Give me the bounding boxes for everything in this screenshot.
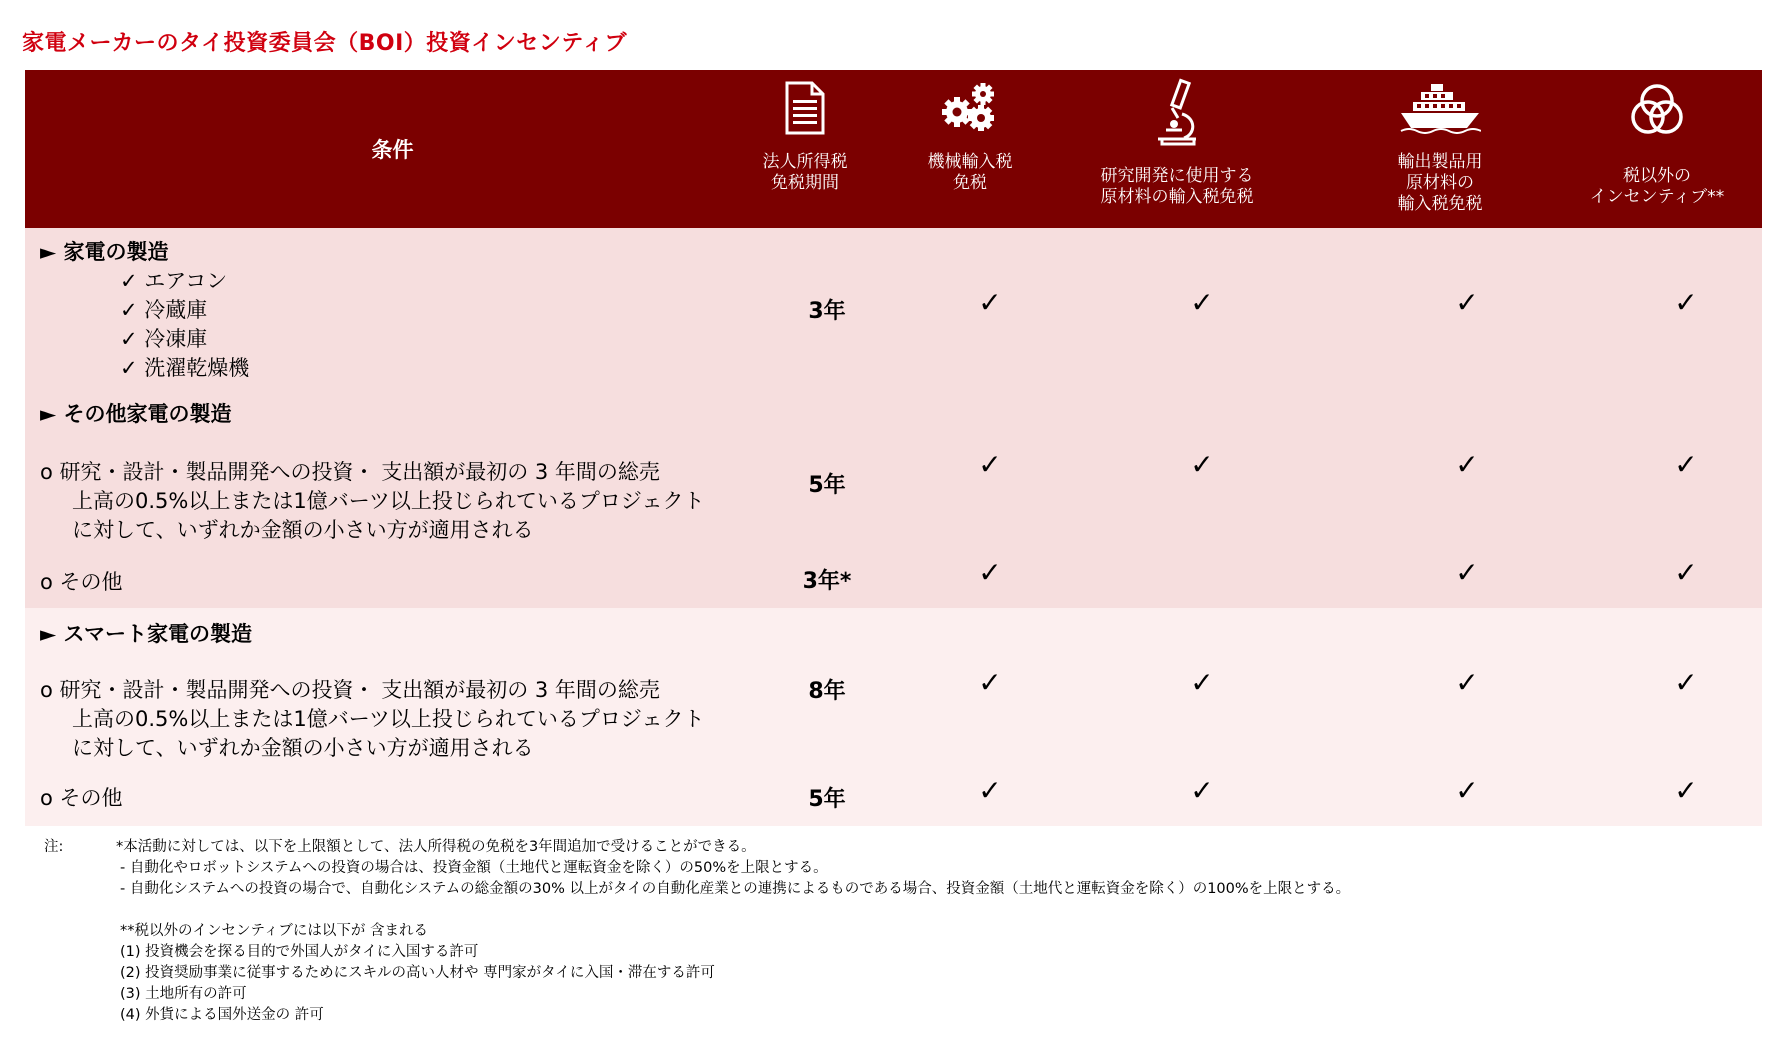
note-line: (3) 土地所有の許可: [120, 986, 247, 1002]
row-rnd-line1: o 研究・設計・製品開発への投資・ 支出額が最初の 3 年間の総売: [40, 678, 660, 702]
header-col-non-tax-incentives: [1582, 70, 1732, 228]
check-mark: ✓: [1674, 286, 1698, 319]
check-mark: ✓: [1674, 774, 1698, 807]
row-rnd-line1: o 研究・設計・製品開発への投資・ 支出額が最初の 3 年間の総売: [40, 460, 660, 484]
list-item: ✓ 冷凍庫: [120, 327, 208, 351]
row-other: o その他: [40, 570, 123, 594]
section2-heading: ► スマート家電の製造: [40, 622, 253, 646]
row-rnd-line2: 上高の0.5%以上または1億バーツ以上投じられているプロジェクト: [72, 489, 705, 513]
note-line: (4) 外貨による国外送金の 許可: [120, 1007, 324, 1023]
page-title: 家電メーカーのタイ投資委員会（BOI）投資インセンティブ: [22, 31, 628, 56]
microscope-icon: [1152, 78, 1202, 146]
check-mark: ✓: [1190, 666, 1214, 699]
header-condition: 条件: [371, 138, 414, 162]
header-col-export-materials-tax: [1375, 70, 1505, 228]
venn-circles-icon: [1629, 82, 1685, 138]
notes-label: 注:: [44, 839, 64, 855]
check-mark: ✓: [978, 666, 1002, 699]
section1-heading: ► 家電の製造: [40, 240, 169, 264]
header-col-machinery-tax: [910, 70, 1030, 228]
note-line: - 自動化システムへの投資の場合で、自動化システムの総金額の30% 以上がタイの自動化産業との連携によるものである場合、投資金額（土地代と運転資金を除く）の100%を上限とする。: [120, 881, 1351, 897]
check-mark: ✓: [1455, 286, 1479, 319]
row-other: o その他: [40, 786, 123, 810]
check-mark: ✓: [1190, 286, 1214, 319]
corporate-tax-years: 3年: [808, 299, 846, 324]
corporate-tax-years: 3年*: [802, 569, 852, 594]
corporate-tax-years: 8年: [808, 679, 846, 704]
check-mark: ✓: [1674, 666, 1698, 699]
table-header: [25, 70, 1762, 228]
check-mark: ✓: [978, 286, 1002, 319]
section1-subheading: ► その他家電の製造: [40, 402, 232, 426]
header-col-corporate-tax: [750, 70, 860, 228]
ship-icon: [1399, 82, 1481, 134]
check-mark: ✓: [1455, 666, 1479, 699]
header-col1-label: 法人所得税 免税期間: [762, 152, 848, 193]
header-col5-label: 税以外の インセンティブ**: [1589, 166, 1725, 207]
check-mark: ✓: [1455, 556, 1479, 589]
section-appliances: [25, 228, 1762, 608]
header-col4-label: 輸出製品用 原材料の 輸入税免税: [1397, 152, 1483, 214]
check-mark: ✓: [978, 774, 1002, 807]
note-line: (1) 投資機会を探る目的で外国人がタイに入国する許可: [120, 944, 479, 960]
note-line: - 自動化やロボットシステムへの投資の場合は、投資金額（土地代と運転資金を除く）の50%を上限とする。: [120, 860, 828, 876]
list-item: ✓ 冷蔵庫: [120, 298, 208, 322]
document-icon: [784, 80, 826, 136]
row-rnd-line2: 上高の0.5%以上または1億バーツ以上投じられているプロジェクト: [72, 707, 705, 731]
check-mark: ✓: [1190, 448, 1214, 481]
row-rnd-line3: に対して、いずれか金額の小さい方が適用される: [72, 736, 534, 760]
check-mark: ✓: [1455, 774, 1479, 807]
header-col3-label: 研究開発に使用する 原材料の輸入税免税: [1100, 166, 1254, 207]
corporate-tax-years: 5年: [808, 787, 846, 812]
row-rnd-line3: に対して、いずれか金額の小さい方が適用される: [72, 518, 534, 542]
incentive-table: [25, 70, 1762, 826]
note-line: (2) 投資奨励事業に従事するためにスキルの高い人材や 専門家がタイに入国・滞在する許可: [120, 965, 715, 981]
check-mark: ✓: [1674, 448, 1698, 481]
check-mark: ✓: [1190, 774, 1214, 807]
header-col-rnd-materials-tax: [1082, 70, 1272, 228]
corporate-tax-years: 5年: [808, 473, 846, 498]
section-smart-appliances: [25, 608, 1762, 826]
check-mark: ✓: [978, 556, 1002, 589]
check-mark: ✓: [1455, 448, 1479, 481]
list-item: ✓ 洗濯乾燥機: [120, 356, 250, 380]
check-mark: ✓: [1674, 556, 1698, 589]
check-mark: ✓: [978, 448, 1002, 481]
note-line: *本活動に対しては、以下を上限額として、法人所得税の免税を3年間追加で受けることができる。: [116, 839, 756, 855]
header-col2-label: 機械輸入税 免税: [927, 152, 1013, 193]
gears-icon: [939, 82, 1001, 132]
note-line: **税以外のインセンティブには以下が 含まれる: [120, 923, 428, 939]
list-item: ✓ エアコン: [120, 269, 228, 293]
